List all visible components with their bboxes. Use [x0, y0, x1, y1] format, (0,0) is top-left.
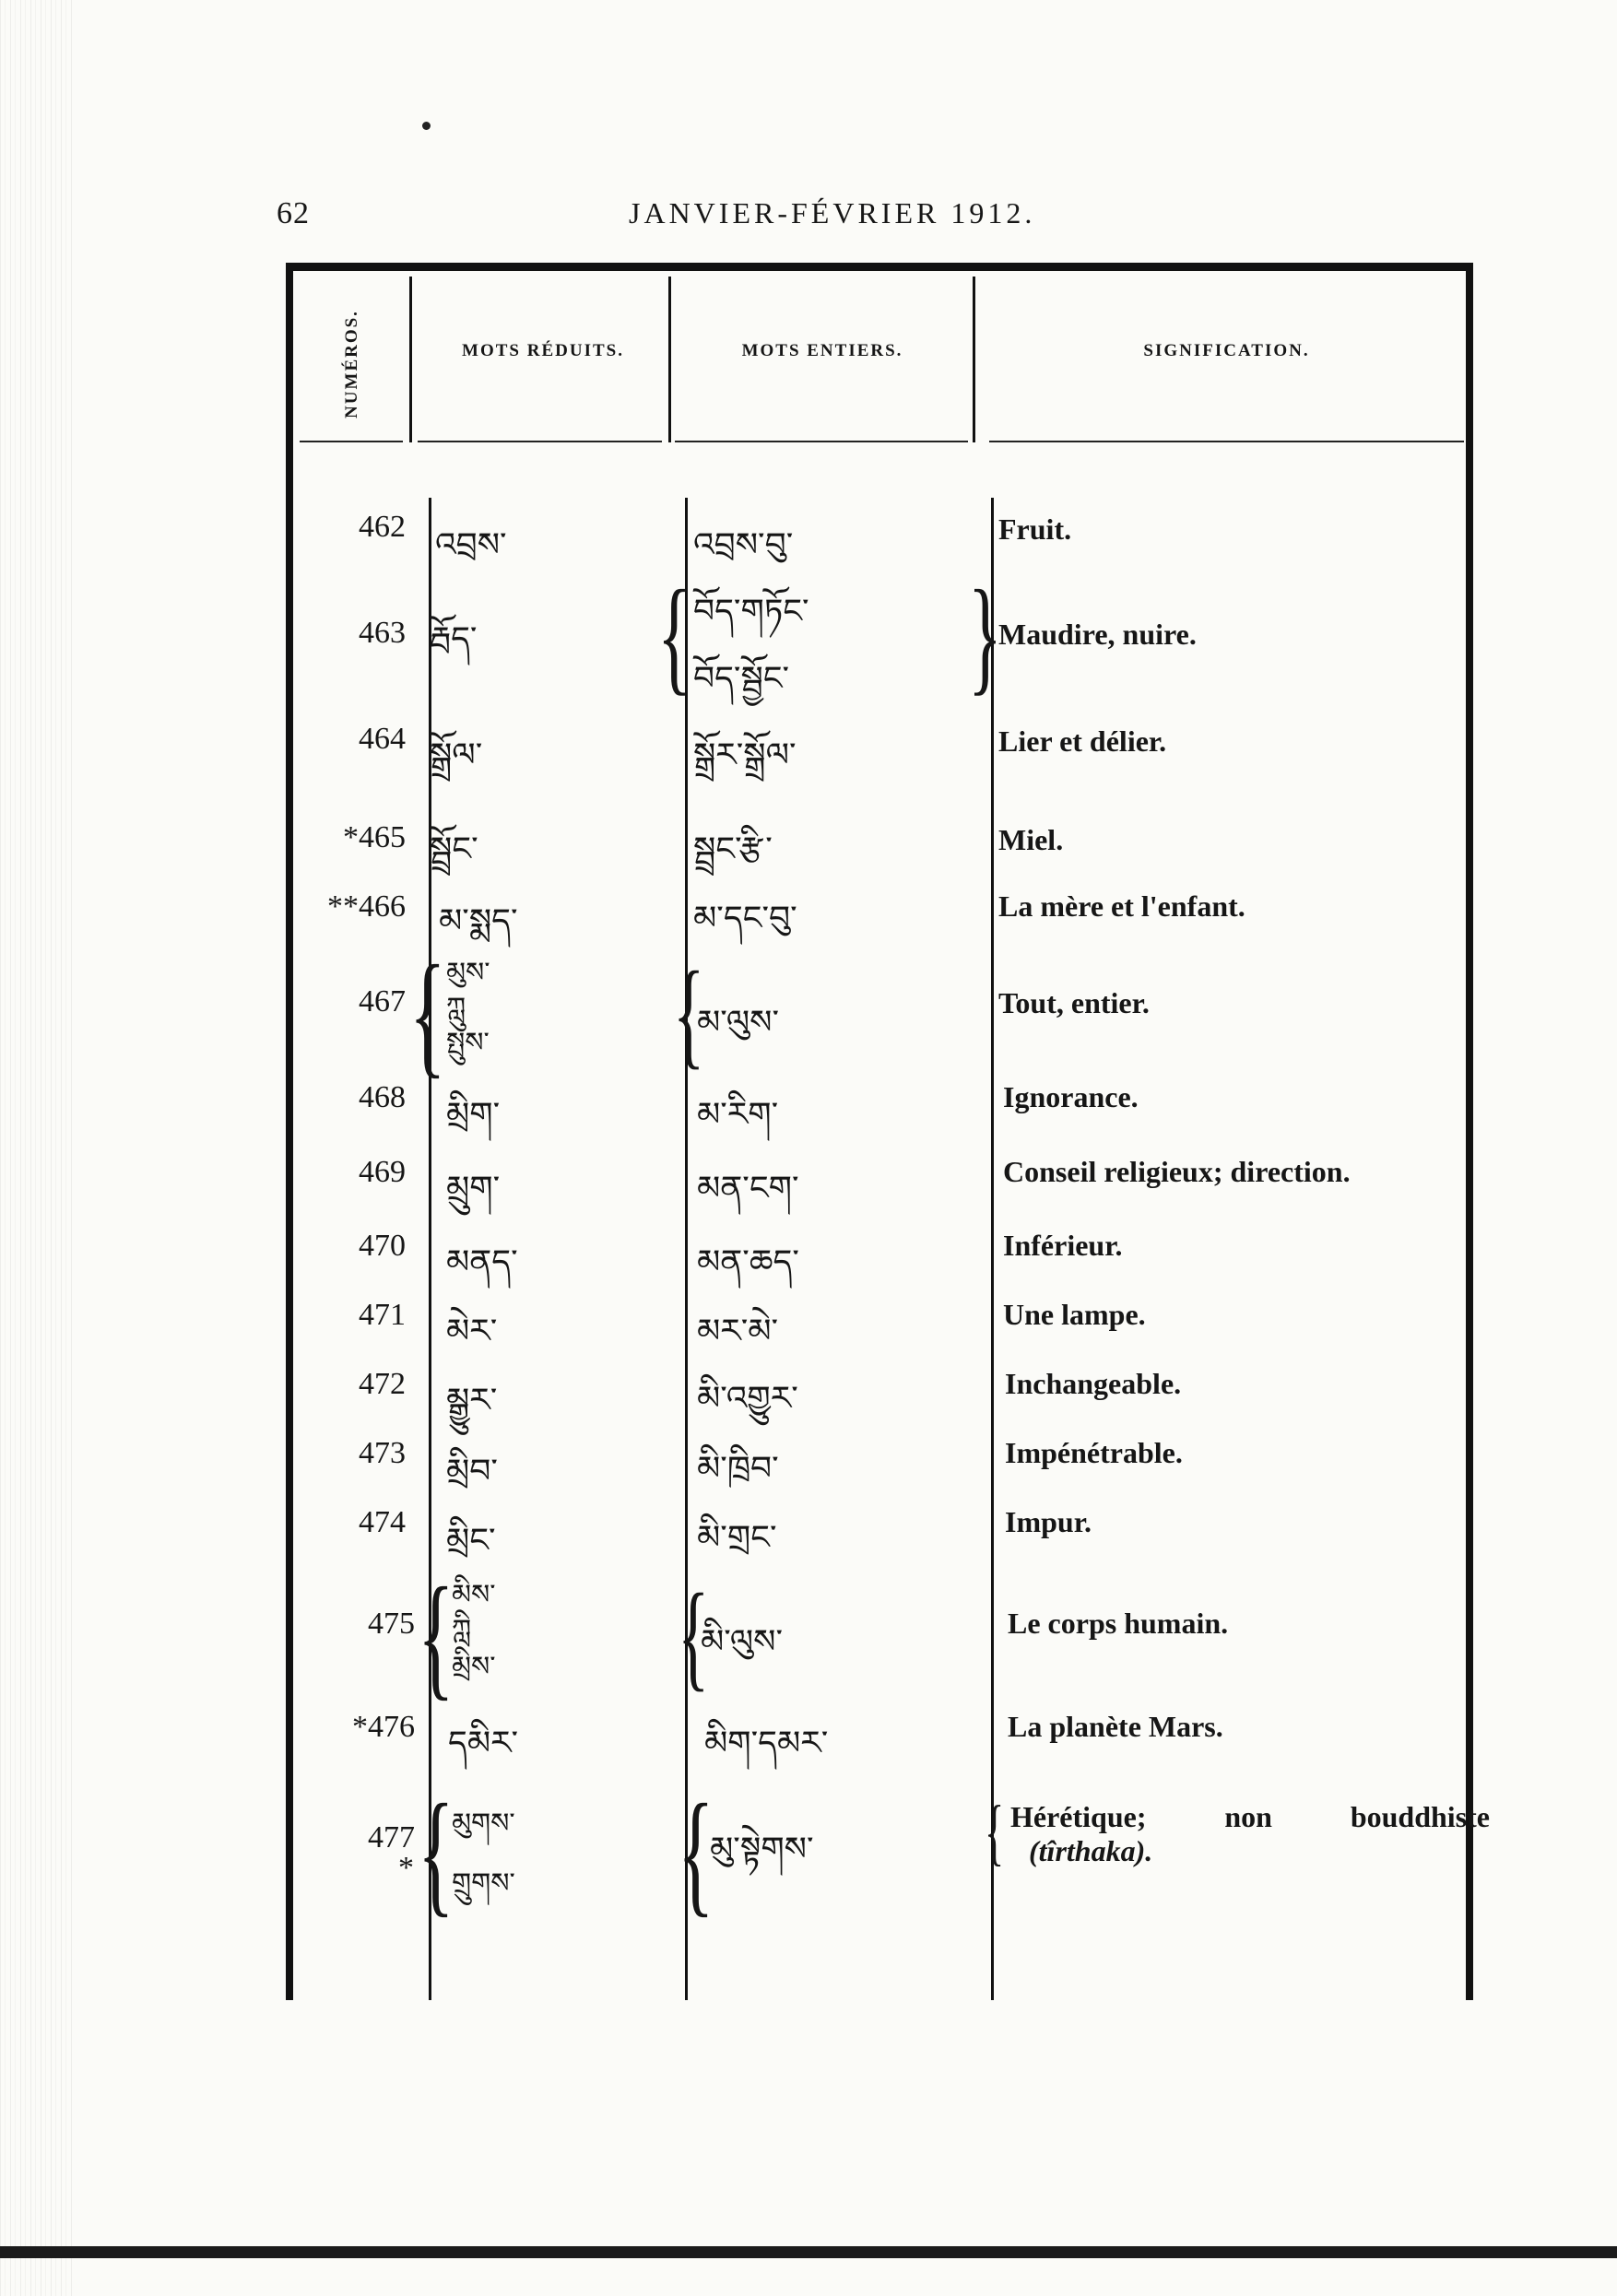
signification: Inférieur. [1003, 1229, 1123, 1262]
signification: La mère et l'enfant. [998, 889, 1245, 923]
header-rule-4 [989, 441, 1464, 442]
reduced-word: སྦྲོང་ [430, 830, 478, 868]
header-rule-1 [300, 441, 403, 442]
left-brace: { [678, 1570, 710, 1702]
signification: Miel. [998, 823, 1064, 856]
reduced-word: མྲིག་ [446, 1096, 501, 1134]
running-head [267, 189, 1466, 235]
header-mots-reduits: MOTS RÉDUITS. [462, 341, 624, 360]
signification: Impénétrable. [1005, 1436, 1183, 1469]
header-mots-entiers: MOTS ENTIERS. [741, 341, 903, 360]
reduced-word: མྒྱུར་ [446, 1382, 498, 1419]
row-number: 467 [359, 984, 406, 1018]
header-rule-3 [675, 441, 968, 442]
scan-edge-noise [0, 0, 74, 2296]
signification: Lier et délier. [998, 724, 1167, 758]
full-word: བོད་སྦྱོང་ [693, 660, 790, 698]
row-number: 473 [359, 1436, 406, 1470]
signification: La planète Mars. [1008, 1710, 1223, 1743]
full-word: མ་ལུས་ [697, 1004, 780, 1042]
body-divider-4 [991, 498, 994, 2000]
full-word: མར་མེ་ [697, 1313, 779, 1350]
signification [1010, 1800, 1490, 1834]
row-number: 470 [359, 1229, 406, 1263]
reduced-word: མུགས་ [452, 1807, 515, 1840]
header-signification: SIGNIFICATION. [1143, 341, 1310, 360]
row-number: 472 [359, 1367, 406, 1401]
scan-bottom-bar [0, 2246, 1617, 2258]
reduced-word: ཀླི [452, 1614, 472, 1646]
ink-dot [422, 122, 431, 130]
signification: Maudire, nuire. [998, 618, 1197, 651]
row-number: 464 [359, 722, 406, 756]
row-number: 471 [359, 1298, 406, 1332]
full-word: མི་ཁྲིབ་ [697, 1450, 779, 1488]
full-word: མི་གྲང་ [697, 1519, 777, 1557]
full-word: འབྲས་བུ་ [693, 526, 794, 564]
signification-word: non [1224, 1800, 1272, 1833]
reduced-word: མྲིབ་ [446, 1453, 498, 1490]
signification: Impur. [1005, 1505, 1092, 1538]
left-brace: { [985, 1792, 1005, 1873]
full-word: མིག་དམར་ [704, 1725, 829, 1762]
row-number: *465 [343, 820, 406, 854]
left-brace: { [418, 1560, 454, 1713]
reduced-word: སྤུས་ [446, 1027, 490, 1059]
reduced-word: གྲུགས་ [452, 1867, 515, 1900]
row-number: 463 [359, 616, 406, 650]
row-number: 469 [359, 1155, 406, 1189]
row-number: 475 [368, 1607, 415, 1641]
body-divider-3 [685, 498, 688, 2000]
full-word: མུ་སྟེགས་ [710, 1831, 814, 1868]
signification: Ignorance. [1003, 1080, 1139, 1113]
right-brace: } [968, 564, 1002, 707]
signification-continuation: (tîrthaka). [1029, 1834, 1153, 1867]
reduced-word: མིས་ [452, 1579, 496, 1611]
signification: Une lampe. [1003, 1298, 1146, 1331]
full-word: མན་ངག་ [697, 1170, 799, 1207]
signification: Conseil religieux; direction. [1003, 1155, 1351, 1188]
row-number: **466 [327, 889, 406, 924]
column-divider-3 [973, 277, 975, 442]
reduced-word: དམིར་ [448, 1725, 519, 1762]
row-number: *476 [352, 1710, 415, 1744]
full-word: སྒྲོར་སྒྲོལ་ [693, 736, 797, 774]
reduced-word: མནད་ [446, 1243, 518, 1281]
reduced-word: རྦོད་ [430, 620, 478, 658]
signification: Inchangeable. [1005, 1367, 1182, 1400]
asterisk-mark: * [398, 1851, 414, 1885]
full-word: མ་རིག་ [697, 1096, 779, 1134]
reduced-word: ཀླུ [446, 992, 466, 1024]
reduced-word: མྲིས་ [452, 1651, 496, 1683]
signification-word: Hérétique; [1010, 1800, 1147, 1833]
reduced-word: མ་སྨད་ [439, 902, 518, 940]
column-divider-2 [668, 277, 671, 442]
full-word: མི་འགྱུར་ [697, 1380, 798, 1418]
table-right-border [1466, 263, 1473, 2000]
full-word: སྦྲང་རྩི་ [693, 830, 773, 868]
row-number: 462 [359, 510, 406, 544]
reduced-word: འབྲས་ [435, 526, 507, 564]
reduced-word: སྒྲོལ་ [430, 736, 483, 774]
left-brace: { [418, 1776, 454, 1929]
row-number: 468 [359, 1080, 406, 1114]
header-numeros: NUMÉROS. [342, 310, 361, 418]
left-brace: { [678, 1776, 714, 1929]
full-word: མ་དང་བུ་ [693, 900, 797, 937]
signification: Le corps humain. [1008, 1607, 1229, 1640]
running-head-title: JANVIER-FÉVRIER 1912. [629, 196, 1036, 230]
reduced-word: མྲིང་ [446, 1522, 496, 1560]
full-word: བོད་གཏོང་ [693, 593, 809, 630]
row-number: 477 [368, 1820, 415, 1854]
row-number: 474 [359, 1505, 406, 1539]
table-top-border [286, 263, 1473, 271]
page-number: 62 [277, 196, 310, 230]
signification: Fruit. [998, 512, 1072, 546]
left-brace: { [409, 937, 446, 1090]
full-word: མན་ཆད་ [697, 1243, 799, 1281]
signification-word: bouddhiste [1350, 1800, 1490, 1833]
reduced-word: མེར་ [446, 1313, 498, 1350]
signification: Tout, entier. [998, 986, 1150, 1019]
left-brace: { [673, 948, 705, 1080]
left-brace: { [657, 564, 691, 707]
reduced-word: མྲུག་ [446, 1170, 501, 1207]
header-rule-2 [418, 441, 662, 442]
full-word: མི་ལུས་ [701, 1623, 784, 1661]
reduced-word: མུས་ [446, 957, 490, 989]
